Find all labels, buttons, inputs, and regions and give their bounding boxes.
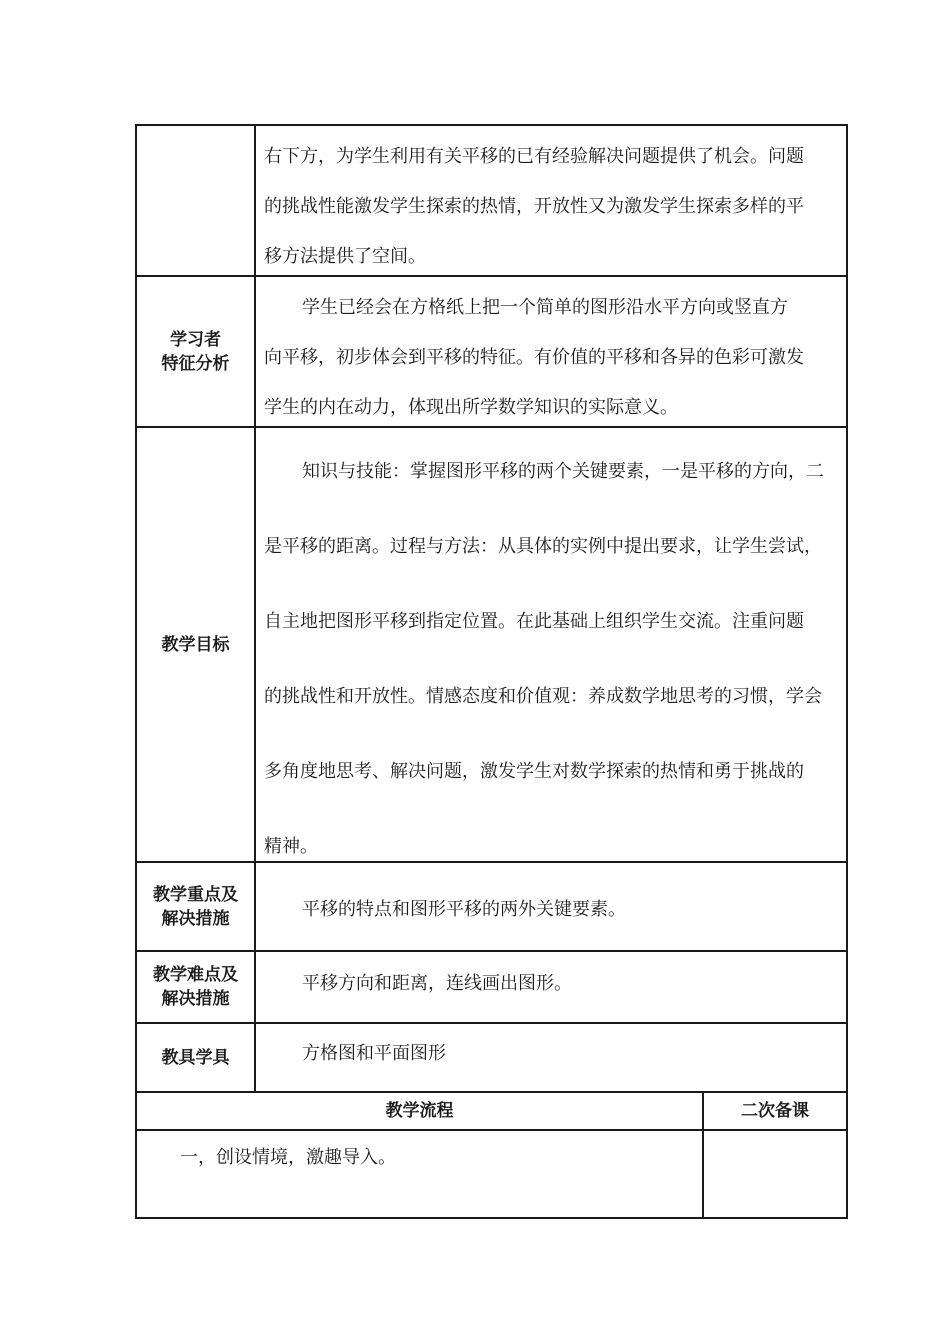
- flow-header: 教学流程: [385, 1101, 454, 1121]
- learner-analysis-text: [264, 283, 840, 433]
- teaching-goals-text: [264, 434, 840, 884]
- row-label-teaching-aids: [137, 1024, 254, 1091]
- teaching-aids-text: 方格图和平面图形: [302, 1043, 446, 1064]
- row-label-difficulties: [137, 952, 254, 1022]
- text-line: 知识与技能：掌握图形平移的两个关键要素，一是平移的方向，二: [302, 461, 824, 482]
- text-line: 移方法提供了空间。: [264, 246, 426, 267]
- label-line: 教学难点及: [153, 965, 238, 985]
- label-line: 学习者: [170, 329, 221, 350]
- table-rule: [254, 124, 256, 1093]
- table-rule: [135, 124, 848, 126]
- text-line: 自主地把图形平移到指定位置。在此基础上组织学生交流。注重问题: [264, 611, 804, 632]
- key-points-text: 平移的特点和图形平移的两外关键要素。: [302, 899, 626, 920]
- text-line: 多角度地思考、解决问题，激发学生对数学探索的热情和勇于挑战的: [264, 761, 804, 782]
- text-line: 精神。: [264, 836, 318, 857]
- text-line: 向平移，初步体会到平移的特征。有价值的平移和各异的色彩可激发: [264, 347, 804, 368]
- text-line: 右下方，为学生利用有关平移的已有经验解决问题提供了机会。问题: [264, 146, 804, 167]
- text-line: 是平移的距离。过程与方法：从具体的实例中提出要求，让学生尝试，: [264, 536, 822, 557]
- label-line: 特征分析: [161, 353, 230, 374]
- label-line: 教学重点及: [153, 884, 238, 905]
- table-rule: [846, 124, 848, 1219]
- row-label-learner-analysis: [137, 277, 254, 426]
- table-rule: [135, 1129, 848, 1131]
- table-rule: [135, 1091, 848, 1093]
- text-line: 学生的内在动力，体现出所学数学知识的实际意义。: [264, 397, 678, 418]
- text-line: 的挑战性能激发学生探索的热情，开放性又为激发学生探索多样的平: [264, 196, 804, 217]
- difficulties-text: 平移方向和距离，连线画出图形。: [302, 973, 572, 994]
- backup-header: 二次备课: [741, 1101, 809, 1121]
- label-line: 教学目标: [161, 634, 230, 655]
- label-line: 解决措施: [161, 989, 230, 1009]
- table-rule: [135, 1217, 848, 1219]
- continuation-text: [264, 132, 840, 282]
- label-line: 教具学具: [161, 1047, 230, 1068]
- text-line: 学生已经会在方格纸上把一个简单的图形沿水平方向或竖直方: [302, 297, 788, 318]
- flow-step-text: 一，创设情境，激趣导入。: [180, 1147, 396, 1168]
- label-line: 解决措施: [161, 908, 230, 929]
- row-label-teaching-goals: [137, 428, 254, 861]
- row-label-key-points: [137, 863, 254, 950]
- text-line: 的挑战性和开放性。情感态度和价值观：养成数学地思考的习惯，学会: [264, 686, 822, 707]
